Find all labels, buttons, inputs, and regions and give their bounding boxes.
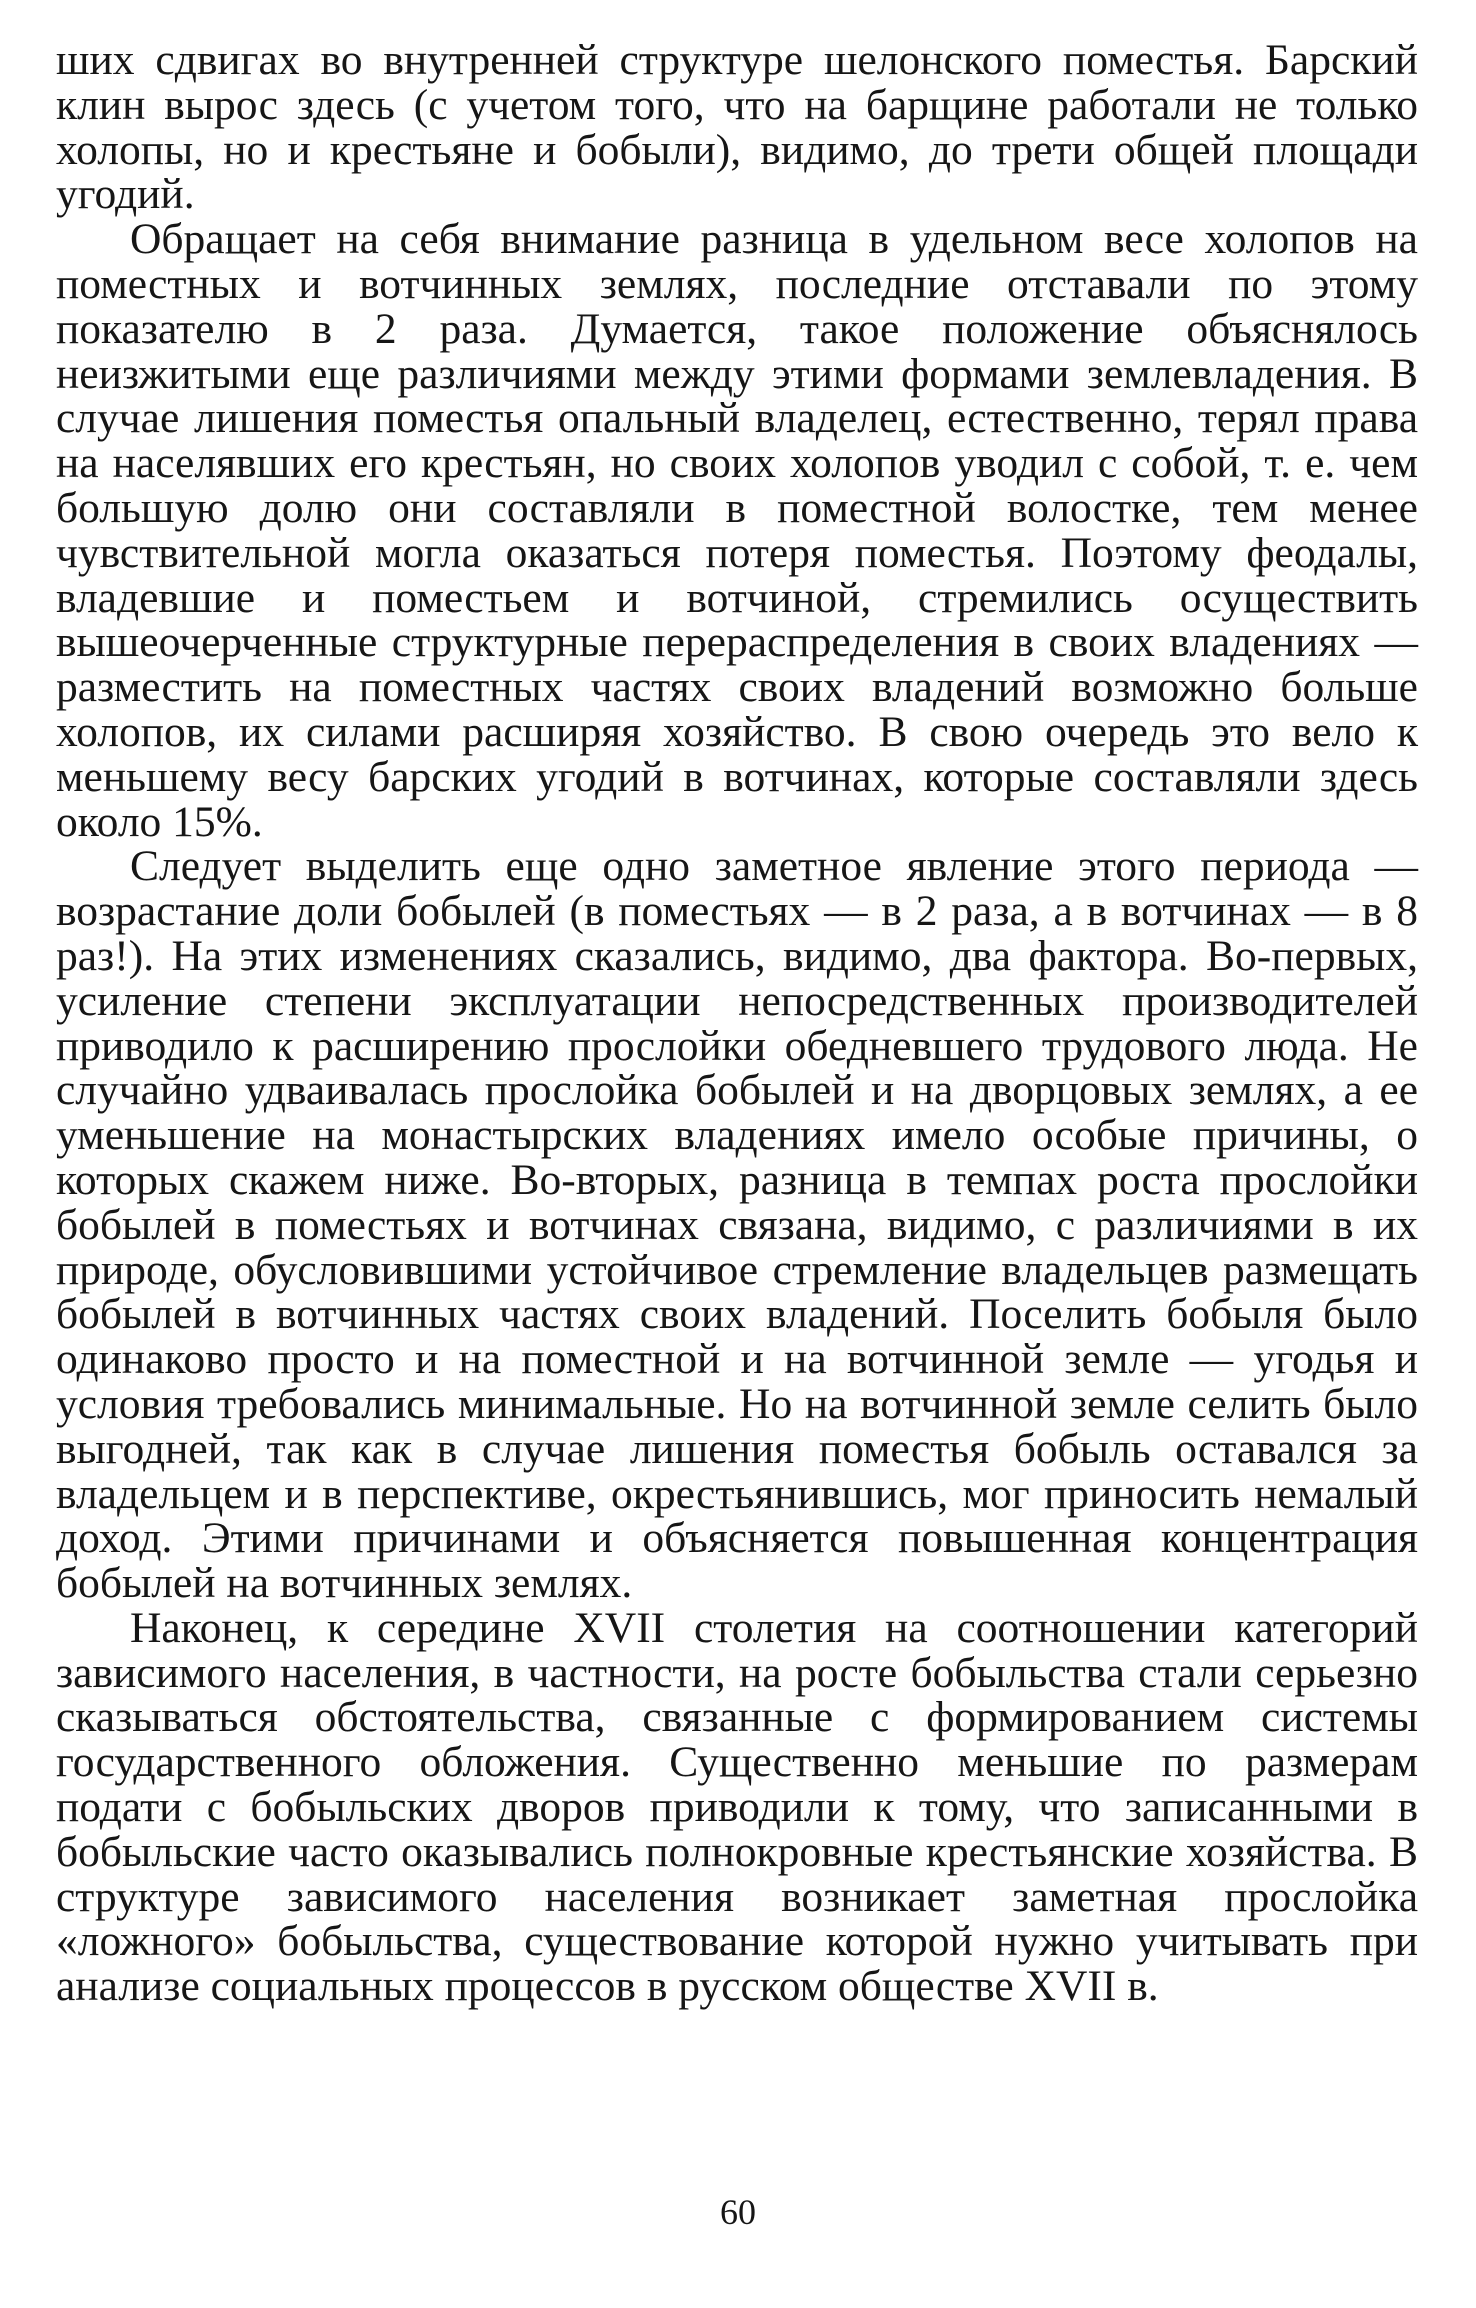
paragraph-bobyli: Следует выделить еще одно заметное явление этого периода — возрастание доли бобылей (в поместьях — в 2 раза, а в вотчинах — в 8 раз!). На этих изменениях сказались, видимо, два фактора. Во-первых, усиление степени эксплуатации непосредственных производителей приводило к расширению прослойки обедневшего трудового люда. Не случайно удваивалась прослойка бобылей и на дворцовых землях, а ее уменьшение на монастырских владениях имело особые причины, о которых скажем ниже. Во-вторых, разница в темпах роста прослойки бобылей в поместьях и вотчинах связана, видимо, с различиями в их природе, обусловившими устойчивое стремление владельцев размещать бобылей в вотчинных частях своих владений. Поселить бобыля было одинаково просто и на поместной и на вотчинной земле — угодья и условия требовались минимальные. Но на вотчинной земле селить было выгодней, так как в случае лишения поместья бобыль оставался за владельцем и в перспективе, окрестьянившись, мог приносить немалый доход. Этими причинами и объясняется повышенная концентрация бобылей на вотчинных землях. xyxy=(56,842,1418,1608)
page-number: 60 xyxy=(720,2192,756,2232)
paragraph-taxation: Наконец, к середине XVII столетия на соотношении категорий зависимого населения, в частности, на росте бобыльства стали серьезно сказываться обстоятельства, связанные с формированием системы государственного обложения. Существенно меньшие по размерам подати с бобыльских дворов приводили к тому, что записанными в бобыльские часто оказывались полнокровные крестьянские хозяйства. В структуре зависимого населения возникает заметная прослойка «ложного» бобыльства, существование которой нужно учитывать при анализе социальных процессов в русском обществе XVII в. xyxy=(56,1603,1418,2011)
page-text xyxy=(56,38,1418,2009)
paragraph-kholopy: Обращает на себя внимание разница в удельном весе холопов на поместных и вотчинных землях, последние отставали по этому показателю в 2 раза. Думается, такое положение объяснялось неизжитыми еще различиями между этими формами землевладения. В случае лишения поместья опальный владелец, естественно, терял права на населявших его крестьян, но своих холопов уводил с собой, т. е. чем большую долю они составляли в поместной волостке, тем менее чувствительной могла оказаться потеря поместья. Поэтому феодалы, владевшие и поместьем и вотчиной, стремились осуществить вышеочерченные структурные перераспределения в своих владениях — разместить на поместных частях своих владений возможно больше холопов, их силами расширяя хозяйство. В свою очередь это вело к меньшему весу барских угодий в вотчинах, которые составляли здесь около 15%. xyxy=(56,215,1418,846)
paragraph-continuation: ших сдвигах во внутренней структуре шелонского поместья. Барский клин вырос здесь (с учетом того, что на барщине работали не только холопы, но и крестьяне и бобыли), видимо, до трети общей площади угодий. xyxy=(56,36,1418,219)
